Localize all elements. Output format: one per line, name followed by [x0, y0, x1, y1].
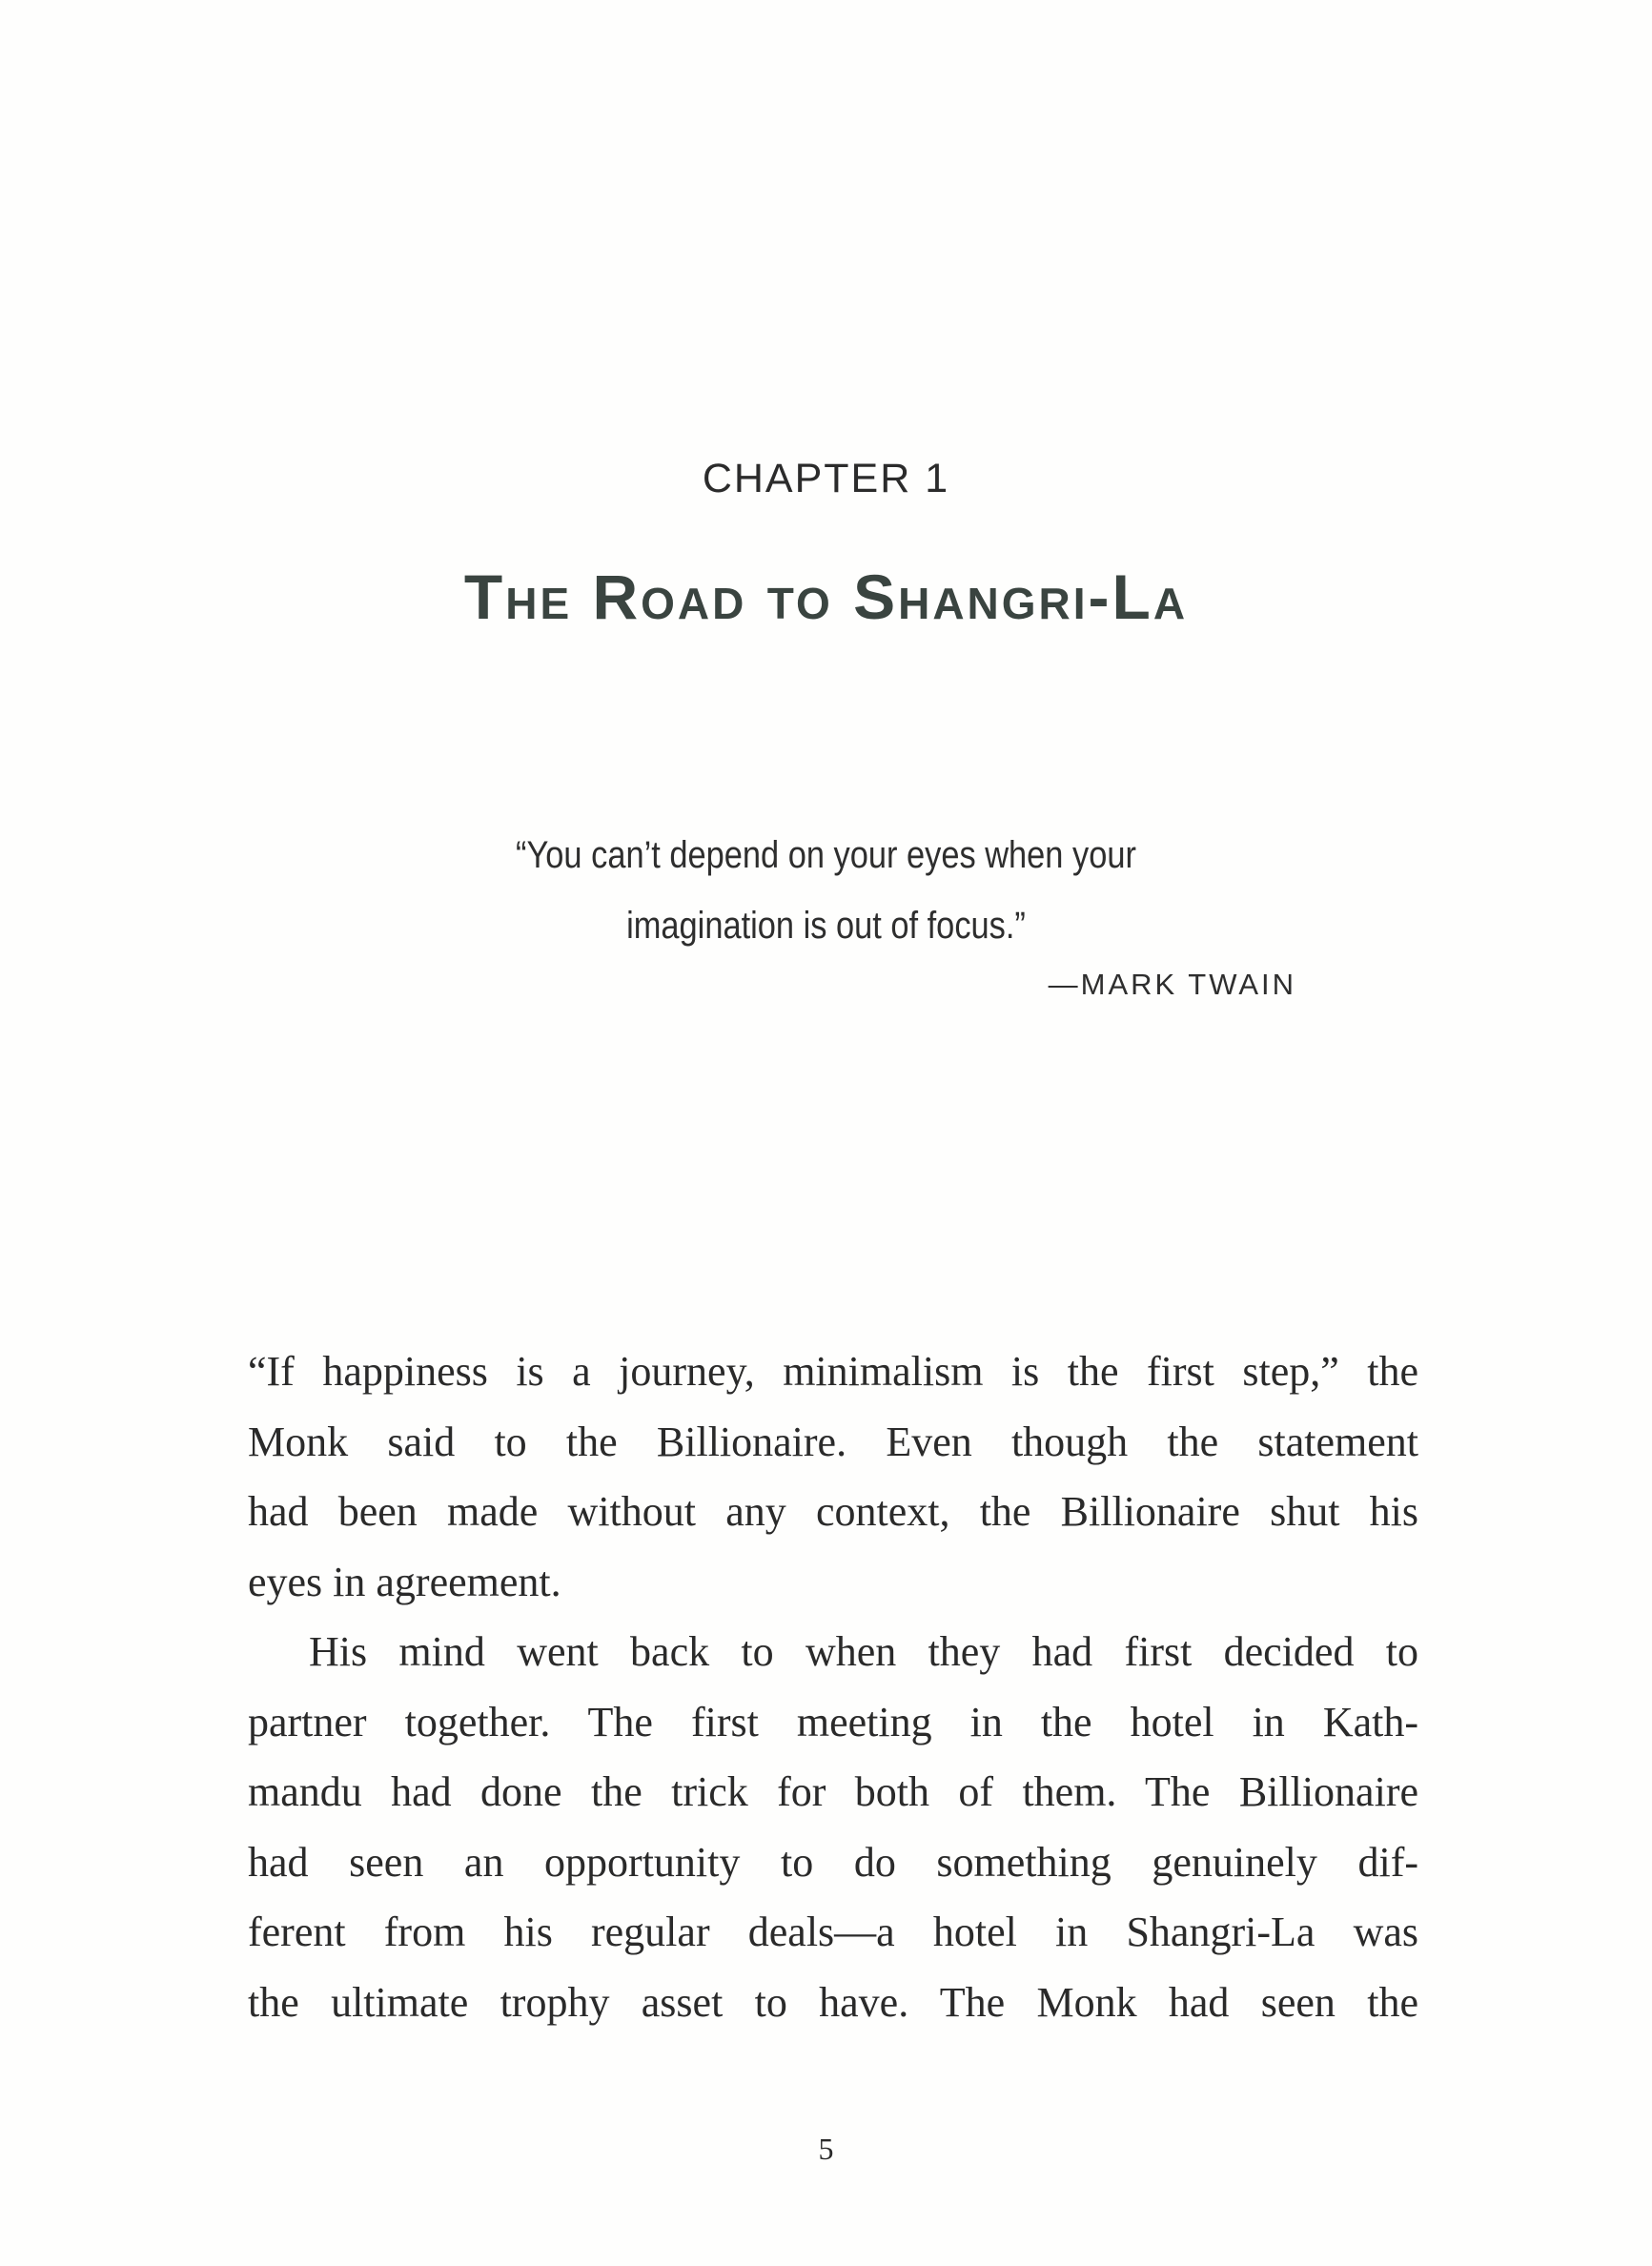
epigraph: [0, 820, 1652, 961]
epigraph-line: “You can’t depend on your eyes when your: [516, 834, 1136, 876]
body-line: had seen an opportunity to do something genuinely dif-: [248, 1838, 1418, 1886]
chapter-label: CHAPTER 1: [702, 456, 950, 501]
body-line: His mind went back to when they had first decided to: [309, 1628, 1418, 1675]
paragraph: [248, 1617, 1418, 2037]
body-line: partner together. The first meeting in the hotel in Kath-: [248, 1698, 1418, 1745]
body-line: mandu had done the trick for both of them. The Billionaire: [248, 1768, 1418, 1815]
body-text: [248, 1337, 1418, 2037]
epigraph-attribution: —MARK TWAIN: [1048, 968, 1296, 1001]
body-line: ferent from his regular deals—a hotel in Shangri-La was: [248, 1909, 1418, 1955]
body-line: eyes in agreement.: [248, 1558, 561, 1605]
body-line: the ultimate trophy asset to have. The Monk had seen the: [248, 1978, 1418, 2026]
body-line: Monk said to the Billionaire. Even though the statement: [248, 1418, 1418, 1465]
body-line: had been made without any context, the Billionaire shut his: [248, 1488, 1418, 1535]
body-line: “If happiness is a journey, minimalism is the first step,” the: [248, 1348, 1418, 1395]
paragraph: [248, 1337, 1418, 1617]
page-number: 5: [818, 2132, 834, 2166]
chapter-title: The Road to Shangri-La: [463, 561, 1189, 632]
epigraph-line: imagination is out of focus.”: [626, 905, 1026, 947]
